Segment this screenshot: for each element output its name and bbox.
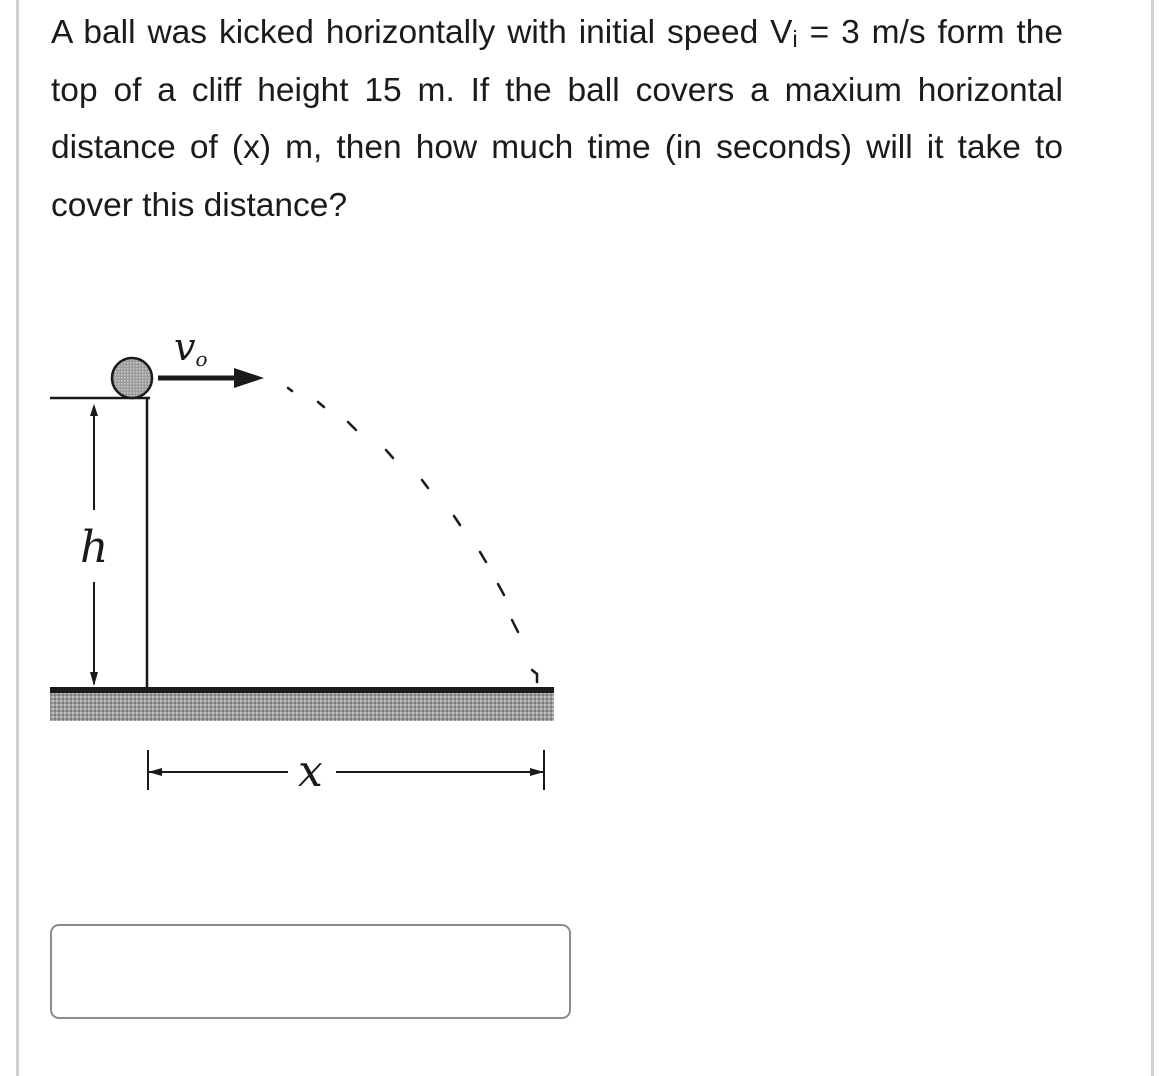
trajectory-path (288, 388, 537, 682)
question-text (51, 4, 1063, 234)
height-label: h (80, 522, 109, 573)
distance-label: x (298, 746, 323, 797)
speed-subscript: i (792, 26, 798, 52)
question-text-start: A ball was kicked horizontally with initial speed V (51, 14, 793, 51)
velocity-label: vo (174, 325, 208, 371)
ground (50, 690, 554, 721)
question-text-end: = 3 m/s form the top of a cliff height 15 m. If the ball covers a maxium horizontal distance of (x) m, then how much time (in seconds) will it take to cover this distance? (51, 14, 1063, 224)
projectile-diagram (40, 320, 580, 810)
answer-input[interactable] (50, 924, 571, 1019)
ball (112, 358, 152, 398)
velocity-arrow (158, 368, 264, 388)
distance-dimension (148, 750, 544, 790)
